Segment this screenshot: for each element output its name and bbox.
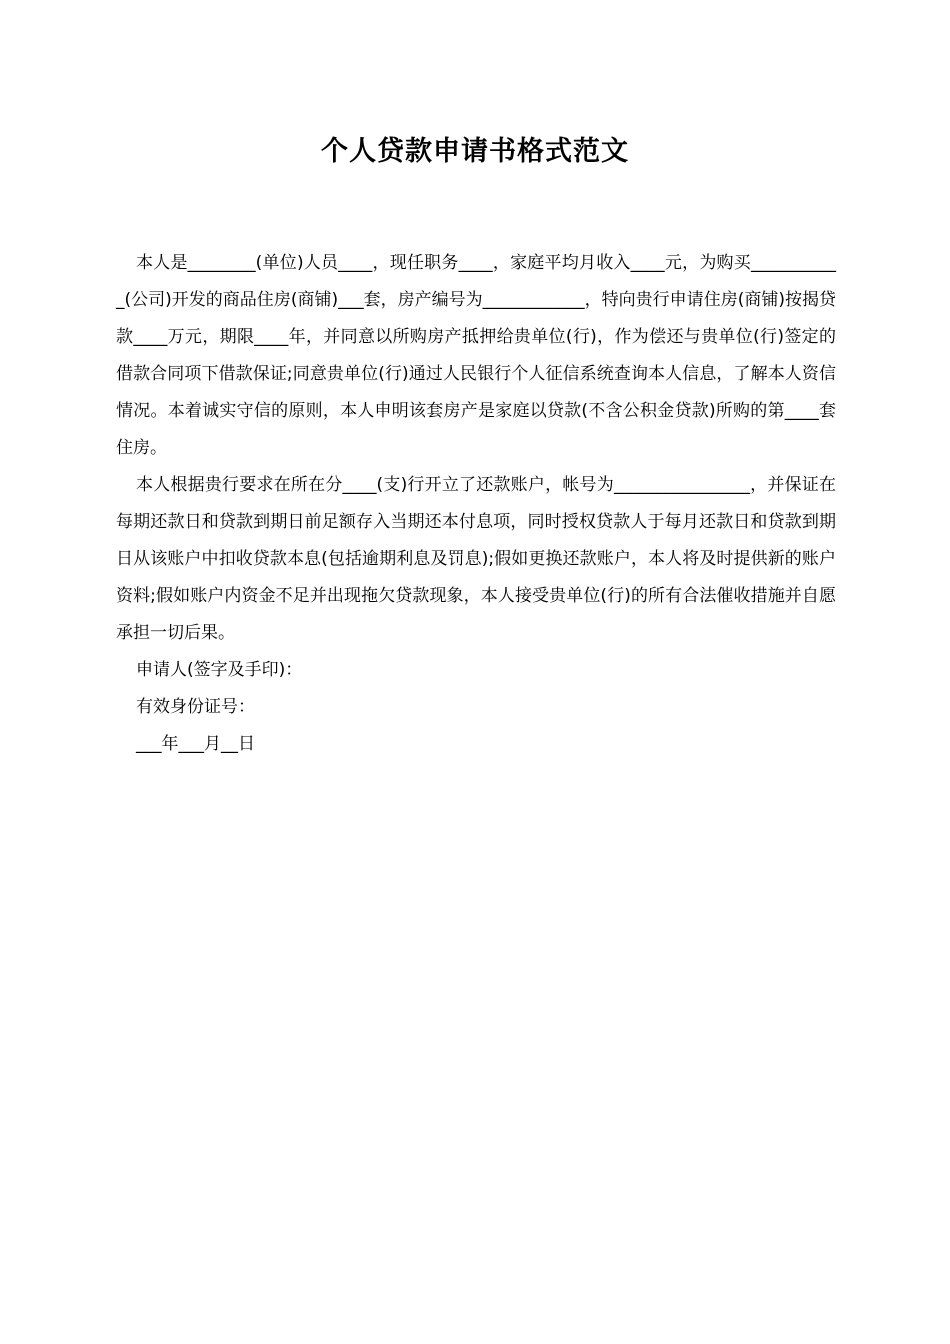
document-title: 个人贷款申请书格式范文 [321, 136, 629, 167]
document-body [116, 245, 836, 763]
applicant-signature-label: 申请人(签字及手印)： [136, 660, 303, 680]
paragraph-repayment-account: 本人根据贵行要求在所在分____(支)行开立了还款账户，帐号为________________，并保证在每期还款日和贷款到期日前足额存入当期还本付息项，同时授权贷款人于每月还款日和贷款到期日从该账户中扣收贷款本息(包括逾期利息及罚息);假如更换还款账户，本人将及时提供新的账户资料;假如账户内资金不足并出现拖欠贷款现象，本人接受贵单位(行)的所有合法催收措施并自愿承担一切后果。 [116, 475, 836, 643]
id-number-label: 有效身份证号： [136, 697, 255, 717]
date-line: ___年___月__日 [136, 734, 255, 754]
paragraph-loan-request: 本人是________(单位)人员____，现任职务____，家庭平均月收入____元，为购买___________(公司)开发的商品住房(商铺)___套，房产编号为____________，特向贵行申请住房(商铺)按揭贷款____万元，期限____年，并同意以所购房产抵押给贵单位(行)，作为偿还与贵单位(行)签定的借款合同项下借款保证;同意贵单位(行)通过人民银行个人征信系统查询本人信息，了解本人资信情况。本着诚实守信的原则，本人申明该套房产是家庭以贷款(不含公积金贷款)所购的第____套住房。 [116, 253, 836, 458]
